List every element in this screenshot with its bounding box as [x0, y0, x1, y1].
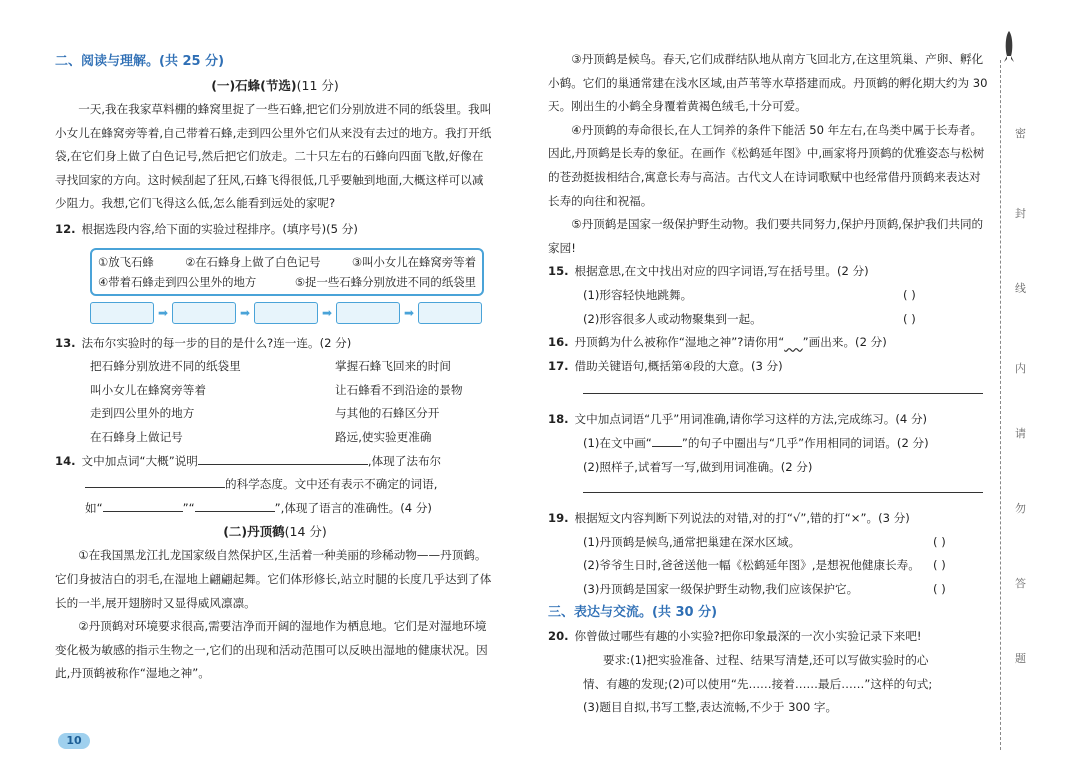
- seal-char: 勿: [1015, 502, 1026, 515]
- q14-part1: 文中加点词“大概”说明: [81, 453, 198, 468]
- seal-char: 请: [1015, 427, 1026, 440]
- q17-text: 借助关键语句,概括第④段的大意。(3 分): [574, 358, 783, 373]
- match-left-item[interactable]: 在石蜂身上做记号: [90, 429, 183, 444]
- q20: [548, 625, 988, 649]
- q14-blank-3[interactable]: [103, 511, 183, 512]
- arrow-icon: ➡: [321, 305, 333, 320]
- q16: [548, 331, 988, 355]
- article2-paragraph-4: ④丹顶鹤的寿命很长,在人工饲养的条件下能活 50 年左右,在鸟类中属于长寿者。因此,丹顶鹤是长寿的象征。在画作《松鹤延年图》中,画家将丹顶鹤的优雅姿态与松树的苍劲挺拔相结合,寓意长寿与高洁。古代文人在诗词歌赋中也经常借丹顶鹤来表达对长寿的向往和祝福。: [548, 122, 985, 208]
- q19-item-1: [548, 531, 988, 555]
- judge-paren[interactable]: ( ): [933, 558, 946, 573]
- match-left-item[interactable]: 把石蜂分别放进不同的纸袋里: [90, 359, 241, 374]
- q17: [548, 355, 988, 379]
- q18-item-2: (2)照样子,试着写一写,做到用词准确。(2 分): [583, 459, 813, 474]
- q15-item-1-text: (1)形容轻快地跳舞。: [583, 287, 693, 302]
- q17-num: 17.: [548, 358, 569, 373]
- match-right-item[interactable]: 路远,使实验更准确: [335, 429, 432, 444]
- section-title-reading: 二、阅读与理解。(共 25 分): [55, 54, 225, 69]
- q15-item-2-text: (2)形容很多人或动物聚集到一起。: [583, 311, 762, 326]
- q19: [548, 507, 988, 531]
- q18-num: 18.: [548, 412, 569, 427]
- article1-title-text: (一)石蜂(节选): [211, 78, 297, 93]
- right-page: [548, 0, 988, 764]
- seal-char: 答: [1015, 577, 1026, 590]
- q16-text-a: 丹顶鹤为什么被称作“湿地之神”?请你用“: [574, 335, 785, 350]
- q12-answer-boxes: [90, 302, 495, 324]
- q14-part2: ,体现了法布尔: [367, 453, 442, 468]
- q12: [55, 218, 495, 242]
- q14: [55, 450, 495, 521]
- seal-char: 题: [1015, 652, 1026, 665]
- step-4: ④带着石蜂走到四公里外的地方: [98, 274, 257, 289]
- arrow-icon: ➡: [403, 305, 415, 320]
- seal-char: 封: [1015, 207, 1026, 220]
- seal-char: 内: [1015, 362, 1026, 375]
- q19-text: 根据短文内容判断下列说法的对错,对的打“√”,错的打“×”。(3 分): [574, 511, 910, 526]
- q14-part6: ”,体现了语言的准确性。(4 分): [274, 500, 432, 515]
- q20-num: 20.: [548, 629, 569, 644]
- article2-title: [55, 520, 495, 544]
- article2-paragraph-5: ⑤丹顶鹤是国家一级保护野生动物。我们要共同努力,保护丹顶鹤,保护我们共同的家园!: [548, 217, 984, 255]
- match-left-item[interactable]: 叫小女儿在蜂窝旁等着: [90, 382, 206, 397]
- q19-item-2-text: (2)爷爷生日时,爸爸送他一幅《松鹤延年图》,是想祝他健康长寿。: [583, 558, 920, 573]
- left-page: [55, 0, 495, 764]
- rocket-icon: [1002, 30, 1016, 64]
- page-number: 10: [58, 733, 90, 749]
- q19-item-2: [548, 554, 988, 578]
- q20-req-3: (3)题目自拟,书写工整,表达流畅,不少于 300 字。: [583, 700, 838, 715]
- arrow-icon: ➡: [157, 305, 169, 320]
- q15-text: 根据意思,在文中找出对应的四字词语,写在括号里。(2 分): [574, 264, 869, 279]
- article2-title-text: (二)丹顶鹤: [223, 524, 285, 540]
- q20-text: 你曾做过哪些有趣的小实验?把你印象最深的一次小实验记录下来吧!: [574, 629, 922, 644]
- q13-matching: [55, 355, 495, 449]
- seal-char: 线: [1015, 282, 1026, 295]
- q19-item-3: [548, 578, 988, 602]
- q14-part5: ”“: [182, 500, 195, 515]
- q13-num: 13.: [55, 335, 76, 350]
- wavy-line-mark: [784, 335, 802, 349]
- q13-text: 法布尔实验时的每一步的目的是什么?连一连。(2 分): [81, 335, 352, 350]
- arrow-icon: ➡: [239, 305, 251, 320]
- step-3: ③叫小女儿在蜂窝旁等着: [351, 254, 476, 269]
- match-right-item[interactable]: 掌握石蜂飞回来的时间: [335, 359, 451, 374]
- q19-num: 19.: [548, 511, 569, 526]
- q13: [55, 332, 495, 356]
- q18-text: 文中加点词语“几乎”用词准确,请你学习这样的方法,完成练习。(4 分): [574, 412, 928, 427]
- underline-mark: [652, 446, 682, 447]
- article2-paragraph-2: ②丹顶鹤对环境要求很高,需要洁净而开阔的湿地作为栖息地。它们是对湿地环境变化极为敏感的指示生物之一,它们的出现和活动范围可以反映出湿地的健康状况。因此,丹顶鹤被称作“湿地之神”。: [55, 619, 488, 681]
- q18-answer-line[interactable]: [583, 491, 983, 493]
- step-2: ②在石蜂身上做了白色记号: [185, 254, 321, 269]
- match-right-item[interactable]: 与其他的石蜂区分开: [335, 406, 440, 421]
- q18-item-1b: ”的句子中圈出与“几乎”作用相同的词语。(2 分): [681, 435, 929, 450]
- q14-num: 14.: [55, 453, 76, 468]
- answer-box[interactable]: [172, 302, 236, 324]
- q20-req-2: 情、有趣的发现;(2)可以使用“先……接着……最后……”这样的句式;: [583, 676, 933, 691]
- answer-box[interactable]: [418, 302, 482, 324]
- step-5: ⑤捉一些石蜂分别放进不同的纸袋里: [294, 274, 476, 289]
- answer-box[interactable]: [336, 302, 400, 324]
- answer-paren[interactable]: ( ): [903, 311, 916, 326]
- q12-num: 12.: [55, 221, 76, 236]
- q14-part3: 的科学态度。文中还有表示不确定的词语,: [225, 477, 438, 492]
- q12-text: 根据选段内容,给下面的实验过程排序。(填序号)(5 分): [81, 221, 358, 236]
- q18: [548, 408, 988, 432]
- judge-paren[interactable]: ( ): [933, 581, 946, 596]
- step-1: ①放飞石蜂: [98, 254, 154, 269]
- q14-part4: 如“: [85, 500, 103, 515]
- article2-points: (14 分): [284, 524, 327, 540]
- q17-answer-line[interactable]: [583, 392, 983, 394]
- article1-text: 一天,我在我家草料棚的蜂窝里捉了一些石蜂,把它们分别放进不同的纸袋里。我叫小女儿在蜂窝旁等着,自己带着石蜂,走到四公里外它们从来没有去过的地方。我打开纸袋,在它们身上做了白色记号,然后把它们放走。二十只左右的石蜂向四面飞散,好像在寻找回家的方向。这时候刮起了狂风,石蜂飞得很低,几乎要触到地面,大概这样可以减少阻力。我想,它们飞得这么低,怎么能看到远处的家呢?: [55, 102, 492, 211]
- article1-points: (11 分): [296, 78, 339, 93]
- article1-title: [55, 74, 495, 98]
- q15-item-1: [548, 284, 988, 308]
- section-title-expression: 三、表达与交流。(共 30 分): [548, 605, 718, 621]
- q12-steps-box: [90, 248, 484, 296]
- q14-blank-4[interactable]: [195, 511, 275, 512]
- match-right-item[interactable]: 让石蜂看不到沿途的景物: [335, 382, 463, 397]
- q19-item-3-text: (3)丹顶鹤是国家一级保护野生动物,我们应该保护它。: [583, 581, 859, 596]
- q19-item-1-text: (1)丹顶鹤是候鸟,通常把巢建在深水区域。: [583, 534, 801, 549]
- q16-num: 16.: [548, 335, 569, 350]
- q14-blank-2[interactable]: [85, 487, 225, 488]
- answer-box[interactable]: [90, 302, 154, 324]
- q18-item-1: [548, 432, 988, 456]
- seal-margin: [1000, 30, 1060, 730]
- q20-req-1: 要求:(1)把实验准备、过程、结果写清楚,还可以写做实验时的心: [603, 653, 929, 668]
- q15-num: 15.: [548, 264, 569, 279]
- q15: [548, 260, 988, 284]
- q16-text-b: ”画出来。(2 分): [802, 335, 887, 350]
- answer-box[interactable]: [254, 302, 318, 324]
- q14-blank-1[interactable]: [198, 464, 368, 465]
- match-left-item[interactable]: 走到四公里外的地方: [90, 406, 195, 421]
- seal-char: 密: [1015, 127, 1026, 140]
- article2-paragraph-1: ①在我国黑龙江扎龙国家级自然保护区,生活着一种美丽的珍稀动物——丹顶鹤。它们身披洁白的羽毛,在湿地上翩翩起舞。它们体形修长,站立时腿的长度几乎达到了体长的一半,展开翅膀时又显得威风凛凛。: [55, 548, 492, 610]
- q15-item-2: [548, 308, 988, 332]
- article2-paragraph-3: ③丹顶鹤是候鸟。春天,它们成群结队地从南方飞回北方,在这里筑巢、产卵、孵化小鹤。它们的巢通常建在浅水区域,由芦苇等水草搭建而成。丹顶鹤的孵化期大约为 30 天。刚出生的小鹤全身覆着黄褐色绒毛,十分可爱。: [548, 52, 988, 114]
- q18-item-1a: (1)在文中画“: [583, 435, 652, 450]
- answer-paren[interactable]: ( ): [903, 287, 916, 302]
- judge-paren[interactable]: ( ): [933, 534, 946, 549]
